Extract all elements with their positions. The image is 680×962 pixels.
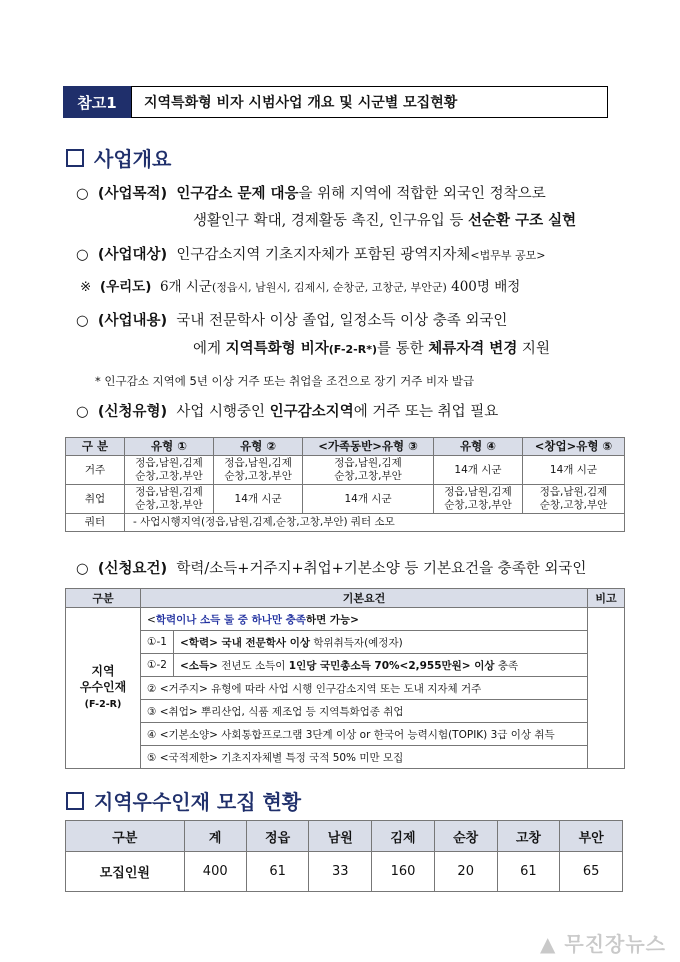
apply-type-line [76, 400, 498, 421]
region-count: 6개 시군 [159, 279, 212, 295]
table-row [66, 852, 623, 892]
row-number: ①-2 [141, 654, 174, 677]
note-mark: ※ [80, 279, 92, 295]
row-number: ①-1 [141, 631, 174, 654]
category-label [66, 608, 141, 769]
r2-bold: 1인당 국민총소득 70%<2,955만원> 이상 [288, 659, 495, 672]
category-line-2: 우수인재 [79, 680, 127, 694]
table-row [66, 485, 625, 514]
table-cell: 14개 시군 [303, 485, 434, 514]
region-line [80, 275, 520, 295]
bullet-circle: ○ [76, 186, 89, 202]
section-title: 지역우수인재 모집 현황 [94, 790, 302, 814]
recruitment-table [65, 820, 623, 892]
table-row [66, 456, 625, 485]
table-cell: 61 [246, 852, 309, 892]
table-cell: 65 [560, 852, 623, 892]
content-text: 국내 전문학사 이상 졸업, 일정소득 이상 충족 외국인 [176, 313, 508, 329]
content-line-2 [193, 337, 550, 358]
table-header: 고창 [497, 821, 560, 852]
purpose-line-1 [76, 182, 546, 203]
table-header: 비고 [588, 589, 625, 608]
intro-c: 하면 가능> [305, 613, 359, 626]
purpose-label: (사업목적) [97, 186, 168, 202]
table-header: 부안 [560, 821, 623, 852]
table-header: 정읍 [246, 821, 309, 852]
apply-type-region: 인구감소지역 [269, 404, 354, 420]
table-row [66, 514, 625, 532]
quota-text: - 사업시행지역(정읍,남원,김제,순창,고창,부안) 쿼터 소모 [125, 514, 625, 532]
apply-type-text-a: 사업 시행중인 [176, 404, 270, 420]
table-cell: ③ <취업> 뿌리산업, 식품 제조업 등 지역특화업종 취업 [141, 700, 588, 723]
section-heading-overview [66, 143, 171, 172]
table-cell: 정읍,남원,김제 순창,고창,부안 [125, 456, 214, 485]
category-code: (F-2-R) [84, 699, 122, 710]
table-cell: ② <거주지> 유형에 따라 사업 시행 인구감소지역 또는 도내 지자체 거주 [141, 677, 588, 700]
reference-tag: 참고1 [63, 86, 131, 118]
table-row [66, 654, 625, 677]
section-title: 사업개요 [94, 147, 172, 171]
table-header: 김제 [372, 821, 435, 852]
table-cell: 정읍,남원,김제 순창,고창,부안 [433, 485, 522, 514]
requirements-text: 학력/소득+거주지+취업+기본소양 등 기본요건을 충족한 외국인 [176, 561, 587, 577]
row-label: 모집인원 [66, 852, 185, 892]
content-status-change: 체류자격 변경 [428, 341, 518, 357]
table-cell: 정읍,남원,김제 순창,고창,부안 [523, 485, 625, 514]
table-cell: 14개 시군 [433, 456, 522, 485]
apply-type-text-c: 에 거주 또는 취업 필요 [353, 404, 499, 420]
table-cell: 정읍,남원,김제 순창,고창,부안 [125, 485, 214, 514]
section-heading-recruitment [66, 786, 301, 815]
content-visa-code: (F-2-R*) [328, 343, 377, 356]
table-header: 순창 [434, 821, 497, 852]
purpose-text: 을 위해 지역에 적합한 외국인 정착으로 [298, 186, 546, 202]
target-line [76, 243, 545, 264]
table-header: 구 분 [66, 438, 125, 456]
bullet-circle: ○ [76, 404, 89, 420]
content-visa: 지역특화형 비자 [225, 341, 329, 357]
r2-text: 전년도 소득이 [217, 659, 289, 672]
region-list: (정읍시, 남원시, 김제시, 순창군, 고창군, 부안군) [211, 281, 447, 294]
mountain-icon: ▲ [540, 932, 557, 956]
purpose-text-2: 생활인구 확대, 경제활동 촉진, 인구유입 등 [193, 213, 468, 229]
target-label: (사업대상) [97, 247, 168, 263]
r1-tag: <학력> [180, 636, 218, 649]
watermark-text: 무진장뉴스 [564, 932, 666, 956]
asterisk-note: * 인구감소 지역에 5년 이상 거주 또는 취업을 조건으로 장기 거주 비자 발급 [95, 374, 475, 388]
category-line-1: 지역 [91, 664, 115, 678]
requirements-line [76, 557, 586, 578]
content-label: (사업내용) [97, 313, 168, 329]
table-header: 구분 [66, 589, 141, 608]
checkbox-square-icon [66, 149, 84, 167]
table-header: 유형 ④ [433, 438, 522, 456]
table-row [66, 746, 625, 769]
r1-text: 학위취득자(예정자) [310, 636, 403, 649]
table-cell: 정읍,남원,김제 순창,고창,부안 [303, 456, 434, 485]
target-text: 인구감소지역 기초지자체가 포함된 광역지자체 [176, 247, 471, 263]
r2-end: 충족 [494, 659, 519, 672]
purpose-line-2 [193, 209, 576, 230]
table-cell: 정읍,남원,김제 순창,고창,부안 [214, 456, 303, 485]
r1-bold: 국내 전문학사 이상 [217, 636, 311, 649]
table-cell: 33 [309, 852, 372, 892]
purpose-highlight: 인구감소 문제 대응 [176, 186, 299, 202]
bullet-circle: ○ [76, 561, 89, 577]
table-cell: 400 [184, 852, 246, 892]
content-text-2f: 지원 [517, 341, 550, 357]
table-row [66, 631, 625, 654]
watermark-logo [540, 928, 666, 957]
table-row [66, 677, 625, 700]
table-cell [174, 631, 588, 654]
table-header: <창업>유형 ⑤ [523, 438, 625, 456]
requirements-label: (신청요건) [97, 561, 168, 577]
r2-tag: <소득> [180, 659, 218, 672]
table-header: 남원 [309, 821, 372, 852]
region-quota: 400명 배정 [451, 279, 521, 295]
table-cell: ④ <기본소양> 사회통합프로그램 3단계 이상 or 한국어 능력시험(TOPIK) 3급 이상 취득 [141, 723, 588, 746]
apply-type-label: (신청유형) [97, 404, 168, 420]
table-header: 유형 ① [125, 438, 214, 456]
remarks-cell [588, 608, 625, 769]
table-cell: 160 [372, 852, 435, 892]
table-cell: ⑤ <국적제한> 기초지자체별 특정 국적 50% 미만 모집 [141, 746, 588, 769]
checkbox-square-icon [66, 792, 84, 810]
table-header: 계 [184, 821, 246, 852]
table-cell: 14개 시군 [214, 485, 303, 514]
target-note: <법무부 공모> [470, 249, 546, 262]
table-row [66, 723, 625, 746]
visa-type-table [65, 437, 625, 532]
intro-a: < [147, 613, 156, 626]
content-line-1 [76, 309, 507, 330]
table-row [66, 700, 625, 723]
row-label: 취업 [66, 485, 125, 514]
reference-title: 지역특화형 비자 시범사업 개요 및 시군별 모집현황 [131, 86, 608, 118]
requirements-table [65, 588, 625, 769]
table-header: <가족동반>유형 ③ [303, 438, 434, 456]
region-label: (우리도) [99, 279, 152, 295]
content-text-2d: 를 통한 [376, 341, 429, 357]
table-header: 구분 [66, 821, 185, 852]
table-cell: 20 [434, 852, 497, 892]
table-cell [174, 654, 588, 677]
table-header: 기본요건 [141, 589, 588, 608]
purpose-highlight-2: 선순환 구조 실현 [468, 213, 577, 229]
row-label: 쿼터 [66, 514, 125, 532]
content-text-2a: 에게 [193, 341, 226, 357]
table-cell: 14개 시군 [523, 456, 625, 485]
row-label: 거주 [66, 456, 125, 485]
table-header: 유형 ② [214, 438, 303, 456]
intro-row [141, 608, 588, 631]
bullet-circle: ○ [76, 313, 89, 329]
table-cell: 61 [497, 852, 560, 892]
bullet-circle: ○ [76, 247, 89, 263]
intro-highlight: 학력이나 소득 둘 중 하나만 충족 [155, 613, 306, 626]
